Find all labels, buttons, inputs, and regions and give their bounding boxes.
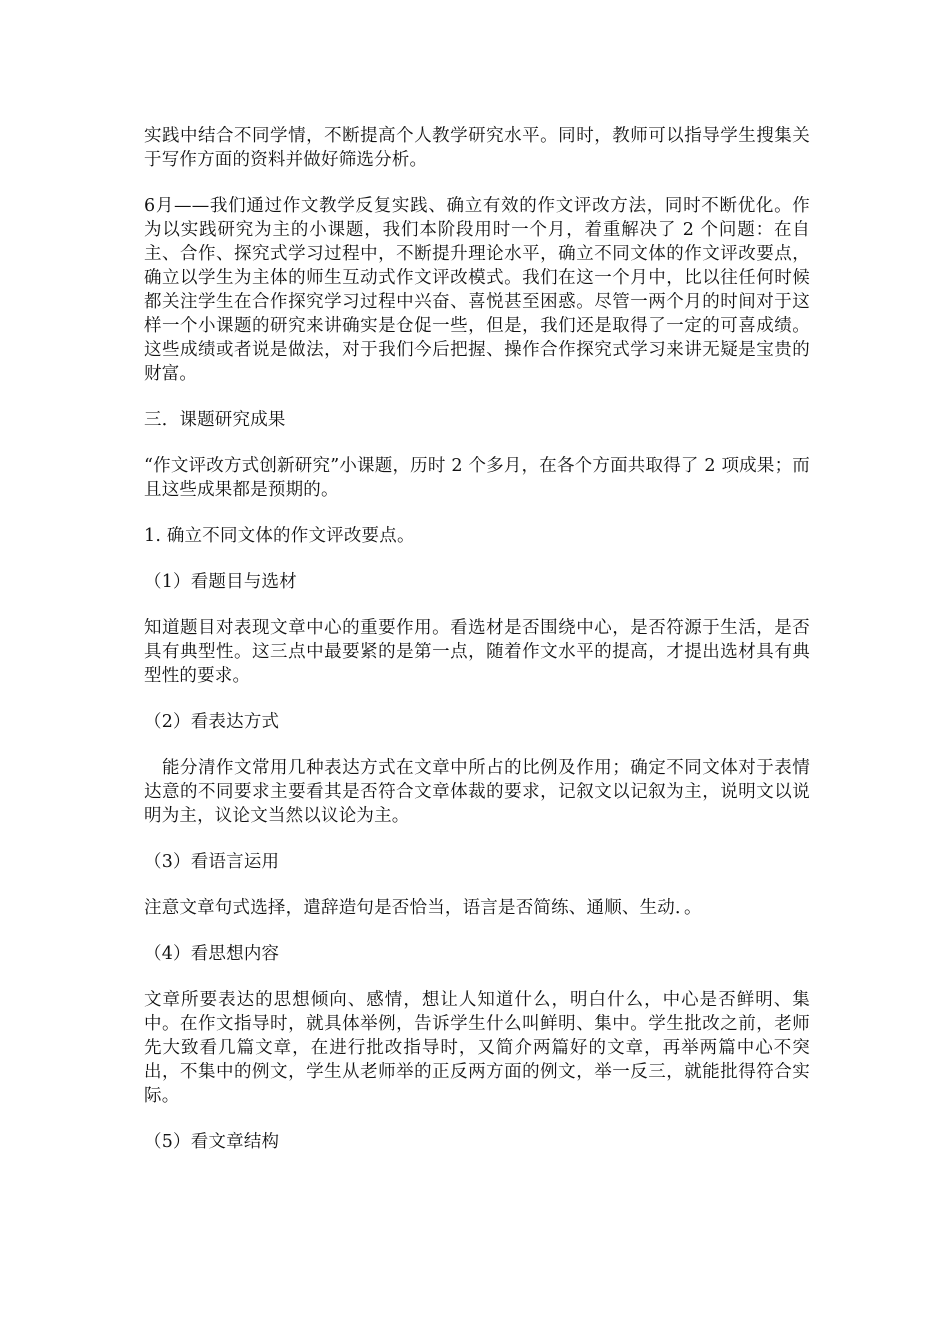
paragraph-content: 文章所要表达的思想倾向、感情，想让人知道什么，明白什么，中心是否鲜明、集中。在作文指导时，就具体举例，告诉学生什么叫鲜明、集中。学生批改之前，老师先大致看几篇文章，在进行批改指导时，又简介两篇好的文章，再举两篇中心不突出，不集中的例文，学生从老师举的正反两方面的例文，举一反三，就能批得符合实际。 xyxy=(144,990,810,1106)
paragraph-expression: 能分清作文常用几种表达方式在文章中所占的比例及作用；确定不同文体对于表情达意的不同要求主要看其是否符合文章体裁的要求，记叙文以记叙为主，说明文以说明为主，议论文当然以议论为主。 xyxy=(144,758,810,826)
item-heading-language: （3）看语言运用 xyxy=(144,852,280,872)
paragraph-title-material: 知道题目对表现文章中心的重要作用。看选材是否围绕中心，是否符源于生活，是否具有典型性。这三点中最要紧的是第一点，随着作文水平的提高，才提出选材具有典型性的要求。 xyxy=(144,618,810,686)
paragraph-intro-continued: 实践中结合不同学情，不断提高个人教学研究水平。同时，教师可以指导学生搜集关于写作方面的资料并做好筛选分析。 xyxy=(144,126,810,170)
item-heading-structure: （5）看文章结构 xyxy=(144,1132,280,1152)
section-heading-results: 三．课题研究成果 xyxy=(144,410,286,430)
item-heading-title-material: （1）看题目与选材 xyxy=(144,572,297,592)
item-heading-expression: （2）看表达方式 xyxy=(144,712,280,732)
document-page xyxy=(144,124,810,1154)
paragraph-june-practice: 6月——我们通过作文教学反复实践、确立有效的作文评改方法，同时不断优化。作为以实践研究为主的小课题，我们本阶段用时一个月，着重解决了 2 个问题：在自主、合作、探究式学习过程中，不断提升理论水平，确立不同文体的作文评改要点，确立以学生为主体的师生互动式作文评改模式。我们在这一个月中，比以往任何时候都关注学生在合作探究学习过程中兴奋、喜悦甚至困惑。尽管一两个月的时间对于这样一个小课题的研究来讲确实是仓促一些，但是，我们还是取得了一定的可喜成绩。这些成绩或者说是做法，对于我们今后把握、操作合作探究式学习来讲无疑是宝贵的财富。 xyxy=(144,196,810,384)
subheading-evaluation-points: 1. 确立不同文体的作文评改要点。 xyxy=(144,526,415,546)
item-heading-content: （4）看思想内容 xyxy=(144,944,280,964)
paragraph-language: 注意文章句式选择，遣辞造句是否恰当，语言是否简练、通顺、生动．。 xyxy=(144,898,702,918)
paragraph-results-summary: “作文评改方式创新研究”小课题，历时 2 个多月，在各个方面共取得了 2 项成果；而且这些成果都是预期的。 xyxy=(144,456,810,500)
